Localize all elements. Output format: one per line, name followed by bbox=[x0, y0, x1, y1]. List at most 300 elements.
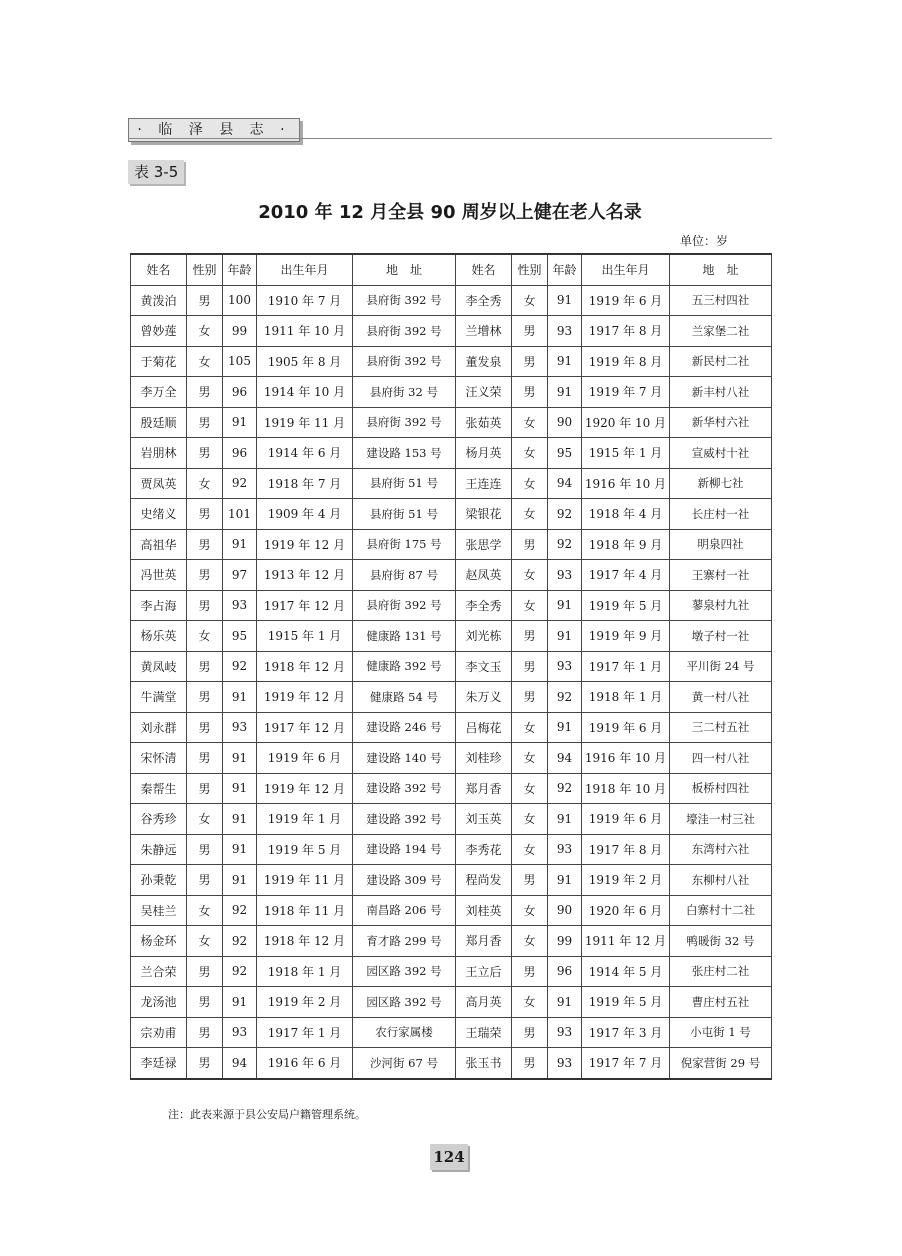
table-cell: 92 bbox=[223, 651, 257, 682]
table-cell: 男 bbox=[187, 438, 223, 469]
table-cell: 曹庄村五社 bbox=[670, 987, 772, 1018]
table-cell: 1919 年 5 月 bbox=[582, 590, 670, 621]
column-header: 出生年月 bbox=[257, 254, 353, 285]
table-cell: 91 bbox=[548, 804, 582, 835]
table-cell: 张庄村二社 bbox=[670, 956, 772, 987]
table-row bbox=[131, 529, 772, 560]
table-cell: 男 bbox=[187, 407, 223, 438]
table-cell: 女 bbox=[187, 621, 223, 652]
table-cell: 女 bbox=[512, 895, 548, 926]
table-cell: 1918 年 4 月 bbox=[582, 499, 670, 530]
table-row bbox=[131, 621, 772, 652]
table-cell: 96 bbox=[223, 438, 257, 469]
table-cell: 新丰村八社 bbox=[670, 377, 772, 408]
table-cell: 谷秀珍 bbox=[131, 804, 187, 835]
table-cell: 农行家属楼 bbox=[353, 1017, 456, 1048]
column-header: 地 址 bbox=[670, 254, 772, 285]
table-cell: 县府街 392 号 bbox=[353, 346, 456, 377]
table-cell: 长庄村一社 bbox=[670, 499, 772, 530]
table-cell: 高祖华 bbox=[131, 529, 187, 560]
column-header: 性别 bbox=[512, 254, 548, 285]
table-cell: 1914 年 10 月 bbox=[257, 377, 353, 408]
table-cell: 县府街 392 号 bbox=[353, 590, 456, 621]
column-header: 姓名 bbox=[456, 254, 512, 285]
table-cell: 郑月香 bbox=[456, 926, 512, 957]
table-row bbox=[131, 499, 772, 530]
table-cell: 县府街 87 号 bbox=[353, 560, 456, 591]
table-row bbox=[131, 1048, 772, 1079]
table-cell: 倪家营街 29 号 bbox=[670, 1048, 772, 1079]
table-cell: 园区路 392 号 bbox=[353, 987, 456, 1018]
table-cell: 1919 年 2 月 bbox=[582, 865, 670, 896]
table-cell: 1919 年 12 月 bbox=[257, 773, 353, 804]
table-cell: 县府街 392 号 bbox=[353, 285, 456, 316]
table-cell: 梁银花 bbox=[456, 499, 512, 530]
table-cell: 90 bbox=[548, 895, 582, 926]
table-cell: 女 bbox=[512, 560, 548, 591]
table-cell: 建设路 140 号 bbox=[353, 743, 456, 774]
table-cell: 朱静远 bbox=[131, 834, 187, 865]
table-cell: 黄一村八社 bbox=[670, 682, 772, 713]
table-cell: 女 bbox=[512, 926, 548, 957]
table-cell: 女 bbox=[187, 468, 223, 499]
table-cell: 李廷禄 bbox=[131, 1048, 187, 1079]
table-cell: 女 bbox=[512, 285, 548, 316]
table-cell: 1919 年 8 月 bbox=[582, 346, 670, 377]
table-cell: 93 bbox=[548, 560, 582, 591]
table-cell: 1920 年 10 月 bbox=[582, 407, 670, 438]
table-cell: 贾凤英 bbox=[131, 468, 187, 499]
table-row bbox=[131, 590, 772, 621]
table-cell: 99 bbox=[223, 316, 257, 347]
table-row bbox=[131, 682, 772, 713]
table-cell: 男 bbox=[512, 621, 548, 652]
table-cell: 1917 年 1 月 bbox=[582, 651, 670, 682]
table-cell: 男 bbox=[187, 651, 223, 682]
table-cell: 女 bbox=[187, 346, 223, 377]
table-cell: 黄泼泊 bbox=[131, 285, 187, 316]
table-cell: 101 bbox=[223, 499, 257, 530]
table-cell: 五三村四社 bbox=[670, 285, 772, 316]
table-cell: 91 bbox=[548, 285, 582, 316]
table-row bbox=[131, 316, 772, 347]
table-cell: 女 bbox=[512, 804, 548, 835]
table-cell: 女 bbox=[512, 499, 548, 530]
table-cell: 宣威村十社 bbox=[670, 438, 772, 469]
table-cell: 男 bbox=[187, 590, 223, 621]
table-cell: 女 bbox=[512, 712, 548, 743]
table-cell: 蓼泉村九社 bbox=[670, 590, 772, 621]
table-cell: 于菊花 bbox=[131, 346, 187, 377]
table-cell: 男 bbox=[512, 682, 548, 713]
table-cell: 女 bbox=[512, 407, 548, 438]
table-cell: 92 bbox=[548, 773, 582, 804]
table-cell: 93 bbox=[548, 316, 582, 347]
table-cell: 91 bbox=[548, 590, 582, 621]
table-cell: 95 bbox=[548, 438, 582, 469]
table-cell: 91 bbox=[548, 377, 582, 408]
table-cell: 男 bbox=[187, 773, 223, 804]
table-cell: 男 bbox=[187, 285, 223, 316]
table-cell: 93 bbox=[223, 590, 257, 621]
table-header-row bbox=[131, 254, 772, 285]
table-cell: 94 bbox=[548, 743, 582, 774]
table-cell: 女 bbox=[512, 773, 548, 804]
table-cell: 李全秀 bbox=[456, 285, 512, 316]
page-number: 124 bbox=[430, 1144, 468, 1170]
table-cell: 1919 年 2 月 bbox=[257, 987, 353, 1018]
unit-label: 单位：岁 bbox=[680, 234, 729, 248]
table-cell: 健康路 131 号 bbox=[353, 621, 456, 652]
table-cell: 男 bbox=[512, 377, 548, 408]
table-cell: 1918 年 10 月 bbox=[582, 773, 670, 804]
table-cell: 李占海 bbox=[131, 590, 187, 621]
table-cell: 1914 年 5 月 bbox=[582, 956, 670, 987]
table-cell: 91 bbox=[223, 834, 257, 865]
table-cell: 朱万义 bbox=[456, 682, 512, 713]
table-cell: 1919 年 1 月 bbox=[257, 804, 353, 835]
table-cell: 兰家堡二社 bbox=[670, 316, 772, 347]
table-cell: 张玉书 bbox=[456, 1048, 512, 1079]
column-header: 出生年月 bbox=[582, 254, 670, 285]
table-cell: 1917 年 8 月 bbox=[582, 834, 670, 865]
table-cell: 男 bbox=[512, 316, 548, 347]
table-cell: 97 bbox=[223, 560, 257, 591]
table-cell: 91 bbox=[548, 865, 582, 896]
table-row bbox=[131, 712, 772, 743]
table-cell: 女 bbox=[512, 438, 548, 469]
table-cell: 新柳七社 bbox=[670, 468, 772, 499]
table-cell: 岩朋林 bbox=[131, 438, 187, 469]
table-cell: 墩子村一社 bbox=[670, 621, 772, 652]
table-cell: 宋怀清 bbox=[131, 743, 187, 774]
table-cell: 1919 年 12 月 bbox=[257, 682, 353, 713]
table-cell: 园区路 392 号 bbox=[353, 956, 456, 987]
table-cell: 91 bbox=[223, 743, 257, 774]
table-cell: 县府街 51 号 bbox=[353, 499, 456, 530]
table-cell: 杨乐英 bbox=[131, 621, 187, 652]
table-cell: 建设路 392 号 bbox=[353, 773, 456, 804]
table-cell: 1910 年 7 月 bbox=[257, 285, 353, 316]
table-cell: 1917 年 8 月 bbox=[582, 316, 670, 347]
table-cell: 男 bbox=[187, 956, 223, 987]
table-cell: 女 bbox=[187, 316, 223, 347]
table-row bbox=[131, 346, 772, 377]
table-cell: 1919 年 6 月 bbox=[257, 743, 353, 774]
table-row bbox=[131, 804, 772, 835]
table-cell: 女 bbox=[187, 804, 223, 835]
table-cell: 王瑞荣 bbox=[456, 1017, 512, 1048]
table-cell: 91 bbox=[548, 346, 582, 377]
table-cell: 育才路 299 号 bbox=[353, 926, 456, 957]
column-header: 性别 bbox=[187, 254, 223, 285]
table-cell: 男 bbox=[512, 1048, 548, 1079]
table-cell: 冯世英 bbox=[131, 560, 187, 591]
table-cell: 史绪义 bbox=[131, 499, 187, 530]
table-row bbox=[131, 773, 772, 804]
table-cell: 李万全 bbox=[131, 377, 187, 408]
table-cell: 91 bbox=[223, 865, 257, 896]
table-cell: 1918 年 9 月 bbox=[582, 529, 670, 560]
header-rule bbox=[128, 138, 772, 139]
table-row bbox=[131, 987, 772, 1018]
table-cell: 1919 年 6 月 bbox=[582, 804, 670, 835]
table-cell: 91 bbox=[548, 987, 582, 1018]
table-cell: 1916 年 6 月 bbox=[257, 1048, 353, 1079]
table-cell: 兰合荣 bbox=[131, 956, 187, 987]
table-cell: 90 bbox=[548, 407, 582, 438]
table-cell: 91 bbox=[223, 407, 257, 438]
table-cell: 1917 年 1 月 bbox=[257, 1017, 353, 1048]
table-note: 注：此表来源于县公安局户籍管理系统。 bbox=[168, 1108, 366, 1121]
table-cell: 1915 年 1 月 bbox=[582, 438, 670, 469]
table-cell: 董发泉 bbox=[456, 346, 512, 377]
table-cell: 县府街 51 号 bbox=[353, 468, 456, 499]
table-cell: 92 bbox=[223, 895, 257, 926]
table-cell: 吕梅花 bbox=[456, 712, 512, 743]
table-cell: 男 bbox=[187, 377, 223, 408]
table-cell: 新华村六社 bbox=[670, 407, 772, 438]
table-cell: 四一村八社 bbox=[670, 743, 772, 774]
table-cell: 91 bbox=[223, 529, 257, 560]
table-cell: 男 bbox=[512, 651, 548, 682]
table-cell: 秦帮生 bbox=[131, 773, 187, 804]
table-cell: 92 bbox=[223, 468, 257, 499]
table-cell: 县府街 175 号 bbox=[353, 529, 456, 560]
table-cell: 宗劝甫 bbox=[131, 1017, 187, 1048]
table-cell: 93 bbox=[548, 1017, 582, 1048]
table-cell: 100 bbox=[223, 285, 257, 316]
table-cell: 93 bbox=[223, 1017, 257, 1048]
table-cell: 1911 年 12 月 bbox=[582, 926, 670, 957]
table-cell: 1917 年 7 月 bbox=[582, 1048, 670, 1079]
table-cell: 95 bbox=[223, 621, 257, 652]
table-cell: 1916 年 10 月 bbox=[582, 468, 670, 499]
table-cell: 李秀花 bbox=[456, 834, 512, 865]
book-title: · 临 泽 县 志 · bbox=[128, 118, 300, 142]
table-cell: 99 bbox=[548, 926, 582, 957]
table-cell: 91 bbox=[223, 773, 257, 804]
table-cell: 1913 年 12 月 bbox=[257, 560, 353, 591]
table-cell: 91 bbox=[548, 712, 582, 743]
table-cell: 平川街 24 号 bbox=[670, 651, 772, 682]
table-row bbox=[131, 743, 772, 774]
table-cell: 吴桂兰 bbox=[131, 895, 187, 926]
table-cell: 1919 年 12 月 bbox=[257, 529, 353, 560]
table-cell: 男 bbox=[187, 529, 223, 560]
table-cell: 1905 年 8 月 bbox=[257, 346, 353, 377]
table-cell: 王寨村一社 bbox=[670, 560, 772, 591]
table-cell: 鸭暖街 32 号 bbox=[670, 926, 772, 957]
table-row bbox=[131, 651, 772, 682]
table-cell: 男 bbox=[187, 1048, 223, 1079]
table-cell: 张思学 bbox=[456, 529, 512, 560]
table-row bbox=[131, 834, 772, 865]
table-cell: 建设路 309 号 bbox=[353, 865, 456, 896]
table-cell: 健康路 54 号 bbox=[353, 682, 456, 713]
table-cell: 东柳村八社 bbox=[670, 865, 772, 896]
table-cell: 女 bbox=[187, 926, 223, 957]
table-cell: 93 bbox=[548, 651, 582, 682]
table-cell: 92 bbox=[223, 956, 257, 987]
page-title: 2010 年 12 月全县 90 周岁以上健在老人名录 bbox=[258, 202, 642, 223]
table-cell: 1919 年 9 月 bbox=[582, 621, 670, 652]
table-cell: 男 bbox=[187, 865, 223, 896]
table-cell: 郑月香 bbox=[456, 773, 512, 804]
table-row bbox=[131, 1017, 772, 1048]
table-cell: 1919 年 11 月 bbox=[257, 407, 353, 438]
table-cell: 男 bbox=[187, 1017, 223, 1048]
table-cell: 96 bbox=[548, 956, 582, 987]
table-cell: 93 bbox=[548, 1048, 582, 1079]
table-cell: 龙汤池 bbox=[131, 987, 187, 1018]
table-cell: 男 bbox=[512, 1017, 548, 1048]
table-body bbox=[131, 285, 772, 1079]
table-cell: 91 bbox=[548, 621, 582, 652]
table-cell: 91 bbox=[223, 682, 257, 713]
table-cell: 汪义荣 bbox=[456, 377, 512, 408]
table-cell: 刘永群 bbox=[131, 712, 187, 743]
table-cell: 县府街 32 号 bbox=[353, 377, 456, 408]
table-cell: 1918 年 12 月 bbox=[257, 651, 353, 682]
table-cell: 1919 年 5 月 bbox=[582, 987, 670, 1018]
table-cell: 刘桂珍 bbox=[456, 743, 512, 774]
table-cell: 兰增林 bbox=[456, 316, 512, 347]
table-row bbox=[131, 438, 772, 469]
table-cell: 杨金环 bbox=[131, 926, 187, 957]
table-row bbox=[131, 926, 772, 957]
table-cell: 1919 年 5 月 bbox=[257, 834, 353, 865]
table-cell: 南昌路 206 号 bbox=[353, 895, 456, 926]
table-cell: 男 bbox=[187, 499, 223, 530]
table-cell: 1916 年 10 月 bbox=[582, 743, 670, 774]
table-cell: 建设路 194 号 bbox=[353, 834, 456, 865]
table-cell: 牛满堂 bbox=[131, 682, 187, 713]
table-cell: 板桥村四社 bbox=[670, 773, 772, 804]
table-cell: 92 bbox=[548, 682, 582, 713]
table-cell: 93 bbox=[223, 712, 257, 743]
table-cell: 1917 年 12 月 bbox=[257, 590, 353, 621]
table-cell: 男 bbox=[187, 743, 223, 774]
table-row bbox=[131, 285, 772, 316]
table-cell: 91 bbox=[223, 987, 257, 1018]
table-cell: 女 bbox=[512, 987, 548, 1018]
table-cell: 建设路 153 号 bbox=[353, 438, 456, 469]
table-cell: 1918 年 11 月 bbox=[257, 895, 353, 926]
table-cell: 建设路 392 号 bbox=[353, 804, 456, 835]
table-cell: 程尚发 bbox=[456, 865, 512, 896]
table-row bbox=[131, 468, 772, 499]
table-cell: 92 bbox=[548, 499, 582, 530]
table-cell: 1917 年 3 月 bbox=[582, 1017, 670, 1048]
table-cell: 1919 年 6 月 bbox=[582, 712, 670, 743]
table-cell: 1919 年 11 月 bbox=[257, 865, 353, 896]
table-row bbox=[131, 560, 772, 591]
table-cell: 男 bbox=[187, 712, 223, 743]
table-cell: 建设路 246 号 bbox=[353, 712, 456, 743]
table-cell: 男 bbox=[512, 529, 548, 560]
table-cell: 92 bbox=[548, 529, 582, 560]
table-cell: 李全秀 bbox=[456, 590, 512, 621]
table-cell: 县府街 392 号 bbox=[353, 316, 456, 347]
table-row bbox=[131, 895, 772, 926]
table-cell: 刘玉英 bbox=[456, 804, 512, 835]
table-cell: 91 bbox=[223, 804, 257, 835]
table-cell: 曾妙莲 bbox=[131, 316, 187, 347]
table-cell: 刘光栋 bbox=[456, 621, 512, 652]
table-cell: 沙河街 67 号 bbox=[353, 1048, 456, 1079]
table-cell: 孙秉乾 bbox=[131, 865, 187, 896]
table-cell: 高月英 bbox=[456, 987, 512, 1018]
table-cell: 1909 年 4 月 bbox=[257, 499, 353, 530]
table-cell: 1918 年 12 月 bbox=[257, 926, 353, 957]
table-cell: 女 bbox=[512, 590, 548, 621]
table-row bbox=[131, 865, 772, 896]
table-cell: 明泉四社 bbox=[670, 529, 772, 560]
table-cell: 壕洼一村三社 bbox=[670, 804, 772, 835]
table-cell: 三二村五社 bbox=[670, 712, 772, 743]
table-cell: 94 bbox=[548, 468, 582, 499]
table-row bbox=[131, 377, 772, 408]
table-cell: 女 bbox=[512, 834, 548, 865]
table-row bbox=[131, 956, 772, 987]
table-cell: 男 bbox=[512, 956, 548, 987]
table-cell: 1918 年 1 月 bbox=[257, 956, 353, 987]
table-cell: 李文玉 bbox=[456, 651, 512, 682]
table-cell: 县府街 392 号 bbox=[353, 407, 456, 438]
table-cell: 1918 年 1 月 bbox=[582, 682, 670, 713]
table-cell: 1911 年 10 月 bbox=[257, 316, 353, 347]
table-label: 表 3-5 bbox=[128, 160, 184, 184]
elderly-roster-table bbox=[130, 253, 772, 1080]
table-cell: 96 bbox=[223, 377, 257, 408]
table-cell: 女 bbox=[187, 895, 223, 926]
column-header: 年龄 bbox=[548, 254, 582, 285]
table-cell: 1914 年 6 月 bbox=[257, 438, 353, 469]
column-header: 姓名 bbox=[131, 254, 187, 285]
table-cell: 1919 年 6 月 bbox=[582, 285, 670, 316]
table-cell: 1920 年 6 月 bbox=[582, 895, 670, 926]
table-cell: 殷廷顺 bbox=[131, 407, 187, 438]
table-cell: 王立后 bbox=[456, 956, 512, 987]
table-cell: 92 bbox=[223, 926, 257, 957]
table-cell: 男 bbox=[187, 987, 223, 1018]
table-cell: 1919 年 7 月 bbox=[582, 377, 670, 408]
table-cell: 健康路 392 号 bbox=[353, 651, 456, 682]
table-cell: 赵凤英 bbox=[456, 560, 512, 591]
table-cell: 105 bbox=[223, 346, 257, 377]
table-cell: 东湾村六社 bbox=[670, 834, 772, 865]
table-cell: 男 bbox=[187, 834, 223, 865]
table-row bbox=[131, 407, 772, 438]
table-cell: 黄凤岐 bbox=[131, 651, 187, 682]
table-cell: 白寨村十二社 bbox=[670, 895, 772, 926]
table-cell: 女 bbox=[512, 468, 548, 499]
table-cell: 男 bbox=[187, 682, 223, 713]
table-cell: 刘桂英 bbox=[456, 895, 512, 926]
table-cell: 张茹英 bbox=[456, 407, 512, 438]
table-cell: 小屯街 1 号 bbox=[670, 1017, 772, 1048]
table-cell: 94 bbox=[223, 1048, 257, 1079]
column-header: 地 址 bbox=[353, 254, 456, 285]
table-cell: 男 bbox=[187, 560, 223, 591]
table-cell: 93 bbox=[548, 834, 582, 865]
table-cell: 男 bbox=[512, 865, 548, 896]
table-cell: 王连连 bbox=[456, 468, 512, 499]
table-cell: 女 bbox=[512, 743, 548, 774]
table-cell: 1915 年 1 月 bbox=[257, 621, 353, 652]
table-cell: 1918 年 7 月 bbox=[257, 468, 353, 499]
